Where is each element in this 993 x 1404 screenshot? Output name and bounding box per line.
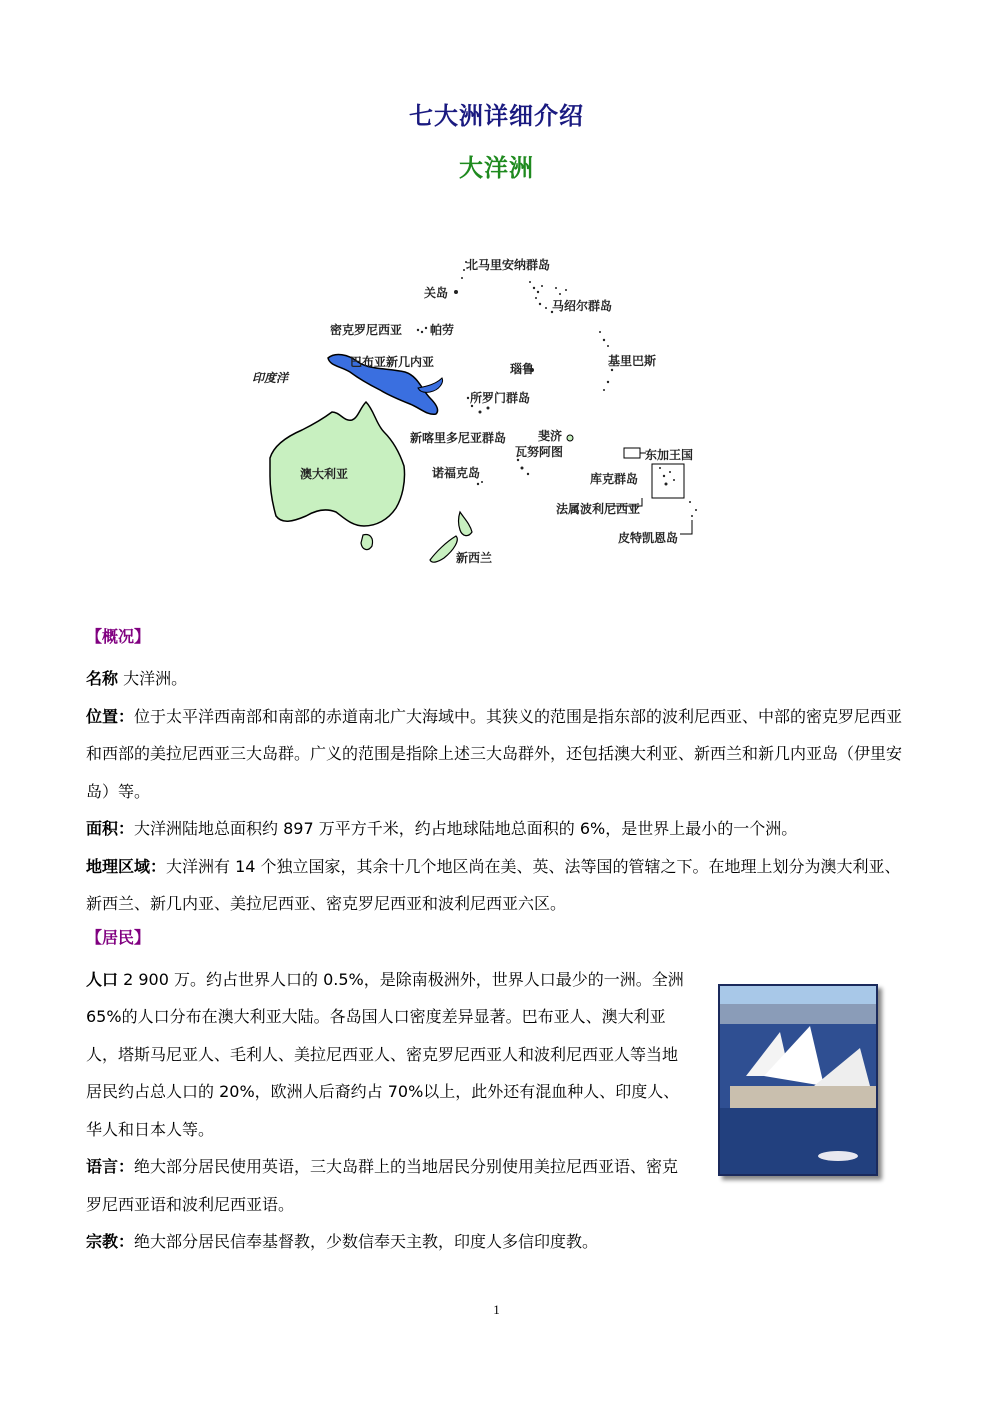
location-value: 位于太平洋西南部和南部的赤道南北广大海域中。其狭义的范围是指东部的波利尼西亚、中部的密克罗尼西亚和西部的美拉尼西亚三大岛群。广义的范围是指除上述三大岛群外，还包括澳大利亚、新西兰和新几内亚岛（伊里安岛）等。 <box>86 706 903 801</box>
language-label: 语言： <box>86 1157 135 1176</box>
language-value: 绝大部分居民使用英语，三大岛群上的当地居民分别使用美拉尼西亚语、密克罗尼西亚语和波利尼西亚语。 <box>86 1157 679 1214</box>
map-label: 密克罗尼西亚 <box>330 323 403 337</box>
sydney-opera-house-photo <box>718 984 878 1176</box>
tonga-inset-box <box>624 448 640 458</box>
map-label: 新喀里多尼亚群岛 <box>410 431 507 445</box>
map-label: 马绍尔群岛 <box>552 299 613 313</box>
map-label: 帕劳 <box>430 323 455 337</box>
oceania-map <box>240 240 720 600</box>
new-zealand-north-shape <box>459 512 473 536</box>
name-value: 大洋洲。 <box>118 669 188 688</box>
paragraph-religion <box>86 1223 906 1261</box>
map-label: 巴布亚新几内亚 <box>350 355 435 369</box>
name-label: 名称 <box>86 669 119 688</box>
continent-title: 大洋洲 <box>459 154 534 182</box>
paragraph-region <box>86 848 906 923</box>
religion-value: 绝大部分居民信奉基督教，少数信奉天主教，印度人多信印度教。 <box>134 1232 599 1251</box>
region-label: 地理区域： <box>86 856 167 876</box>
map-label: 北马里安纳群岛 <box>466 258 551 272</box>
paragraph-name <box>86 660 906 698</box>
map-label: 关岛 <box>424 286 449 300</box>
population-label: 人口 <box>86 969 119 989</box>
map-label: 库克群岛 <box>590 472 639 486</box>
location-label: 位置： <box>86 706 135 726</box>
map-label: 所罗门群岛 <box>470 391 531 405</box>
tasmania-shape <box>361 535 373 550</box>
section-heading-overview: 【概况】 <box>86 627 151 646</box>
opera-house-illustration <box>720 986 876 1174</box>
fiji-shape <box>567 435 573 441</box>
map-label: 瑙鲁 <box>510 362 535 376</box>
map-label: 斐济 <box>538 429 563 443</box>
map-label: 诺福克岛 <box>432 466 481 480</box>
australia-shape <box>270 402 405 526</box>
section-heading-residents: 【居民】 <box>86 927 151 947</box>
new-zealand-south-shape <box>430 536 457 562</box>
area-value: 大洋洲陆地总面积约 897 万平方千米，约占地球陆地总面积的 6%，是世界上最小的一个洲。 <box>134 819 798 838</box>
document-title: 七大洲详细介绍 <box>409 102 584 130</box>
region-value: 大洋洲有 14 个独立国家，其余十几个地区尚在美、英、法等国的管辖之下。在地理上划分为澳大利亚、新西兰、新几内亚、美拉尼西亚、密克罗尼西亚和波利尼西亚六区。 <box>86 856 901 913</box>
map-label: 东加王国 <box>645 448 694 462</box>
page-number: 1 <box>493 1302 500 1317</box>
map-label: 基里巴斯 <box>608 354 657 368</box>
map-label: 印度洋 <box>252 371 289 385</box>
map-label: 新西兰 <box>456 551 493 565</box>
population-value: 2 900 万。约占世界人口的 0.5%，是除南极洲外，世界人口最少的一洲。全洲 65%的人口分布在澳大利亚大陆。各岛国人口密度差异显著。巴布亚人、澳大利亚人，塔斯马尼亚人、毛利人、美拉尼西亚人、密克罗尼西亚人和波利尼西亚人等当地居民约占总人口的 20%，欧洲人后裔约占 70%以上，此外还有混血种人、印度人、华人和日本人等。 <box>86 969 684 1139</box>
paragraph-location <box>86 698 906 811</box>
cook-islands-inset-box <box>652 464 684 498</box>
area-label: 面积： <box>86 819 135 838</box>
new-britain-shape <box>418 378 443 392</box>
paragraph-language <box>86 1148 691 1223</box>
religion-label: 宗教： <box>86 1232 135 1251</box>
oceania-map-graphic <box>240 240 720 600</box>
map-label: 法属波利尼西亚 <box>556 502 641 516</box>
paragraph-area <box>86 810 906 848</box>
map-label: 皮特凯恩岛 <box>618 531 679 545</box>
map-label: 瓦努阿图 <box>515 445 564 459</box>
paragraph-population <box>86 961 691 1149</box>
map-label: 澳大利亚 <box>300 467 349 481</box>
